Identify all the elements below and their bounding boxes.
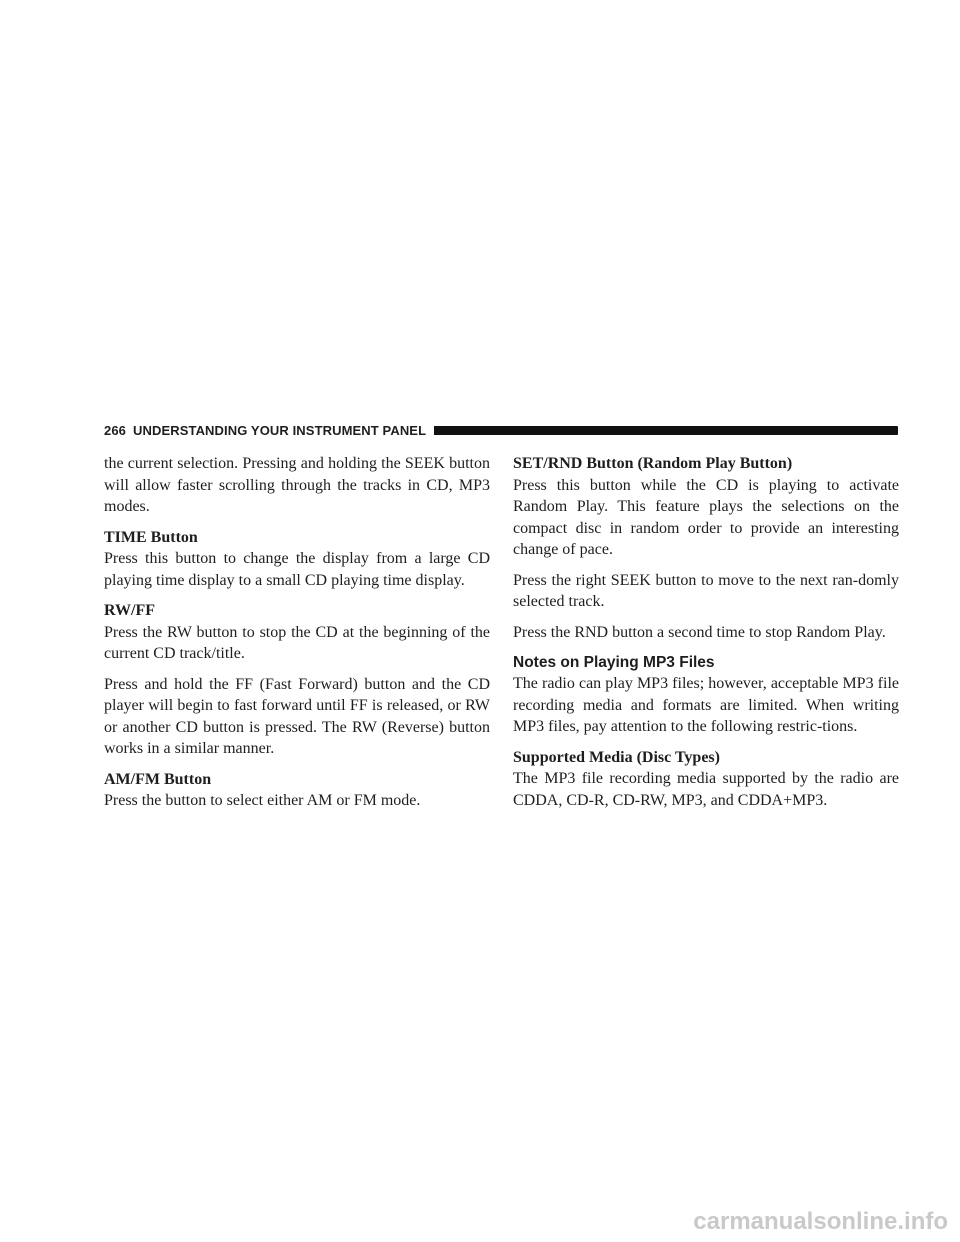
supported-media-text: The MP3 file recording media supported by the radio are CDDA, CD-R, CD-RW, MP3, and CDDA+MP3. xyxy=(513,770,899,809)
time-button-text: Press this button to change the display from a large CD playing time display to a small CD playing time display. xyxy=(104,550,490,589)
setrnd-heading: SET/RND Button (Random Play Button) xyxy=(513,455,793,472)
mp3-notes-text: The radio can play MP3 files; however, acceptable MP3 file recording media and formats are limited. When writing MP3 files, pay attention to the following restric-tions. xyxy=(513,675,899,735)
supported-media-heading: Supported Media (Disc Types) xyxy=(513,748,720,766)
rwff-heading: RW/FF xyxy=(104,602,155,619)
time-button-heading: TIME Button xyxy=(104,528,198,546)
setrnd-text-3: Press the RND button a second time to stop Random Play. xyxy=(513,623,886,641)
setrnd-text-2: Press the right SEEK button to move to the next ran-domly selected track. xyxy=(513,571,899,610)
mp3-notes-heading: Notes on Playing MP3 Files xyxy=(513,654,715,671)
page-header xyxy=(104,421,898,439)
page-number: 266 xyxy=(104,422,126,438)
watermark: carmanualsonline.info xyxy=(693,1208,948,1235)
amfm-heading: AM/FM Button xyxy=(104,770,212,788)
right-column xyxy=(513,453,899,820)
header-rule xyxy=(434,426,898,435)
amfm-text: Press the button to select either AM or FM mode. xyxy=(104,792,421,809)
rwff-text-2: Press and hold the FF (Fast Forward) button and the CD player will begin to fast forward until FF is released, or RW or another CD button is pressed. The RW (Reverse) button works in a similar manner. xyxy=(104,675,490,757)
section-title: UNDERSTANDING YOUR INSTRUMENT PANEL xyxy=(133,422,427,438)
intro-paragraph: the current selection. Pressing and holding the SEEK button will allow faster scrolling through the tracks in CD, MP3 modes. xyxy=(104,455,490,515)
left-column xyxy=(104,453,490,821)
setrnd-text-1: Press this button while the CD is playing to activate Random Play. This feature plays the selections on the compact disc in random order to provide an interesting change of pace. xyxy=(513,476,899,558)
rwff-text-1: Press the RW button to stop the CD at the beginning of the current CD track/title. xyxy=(104,623,490,662)
